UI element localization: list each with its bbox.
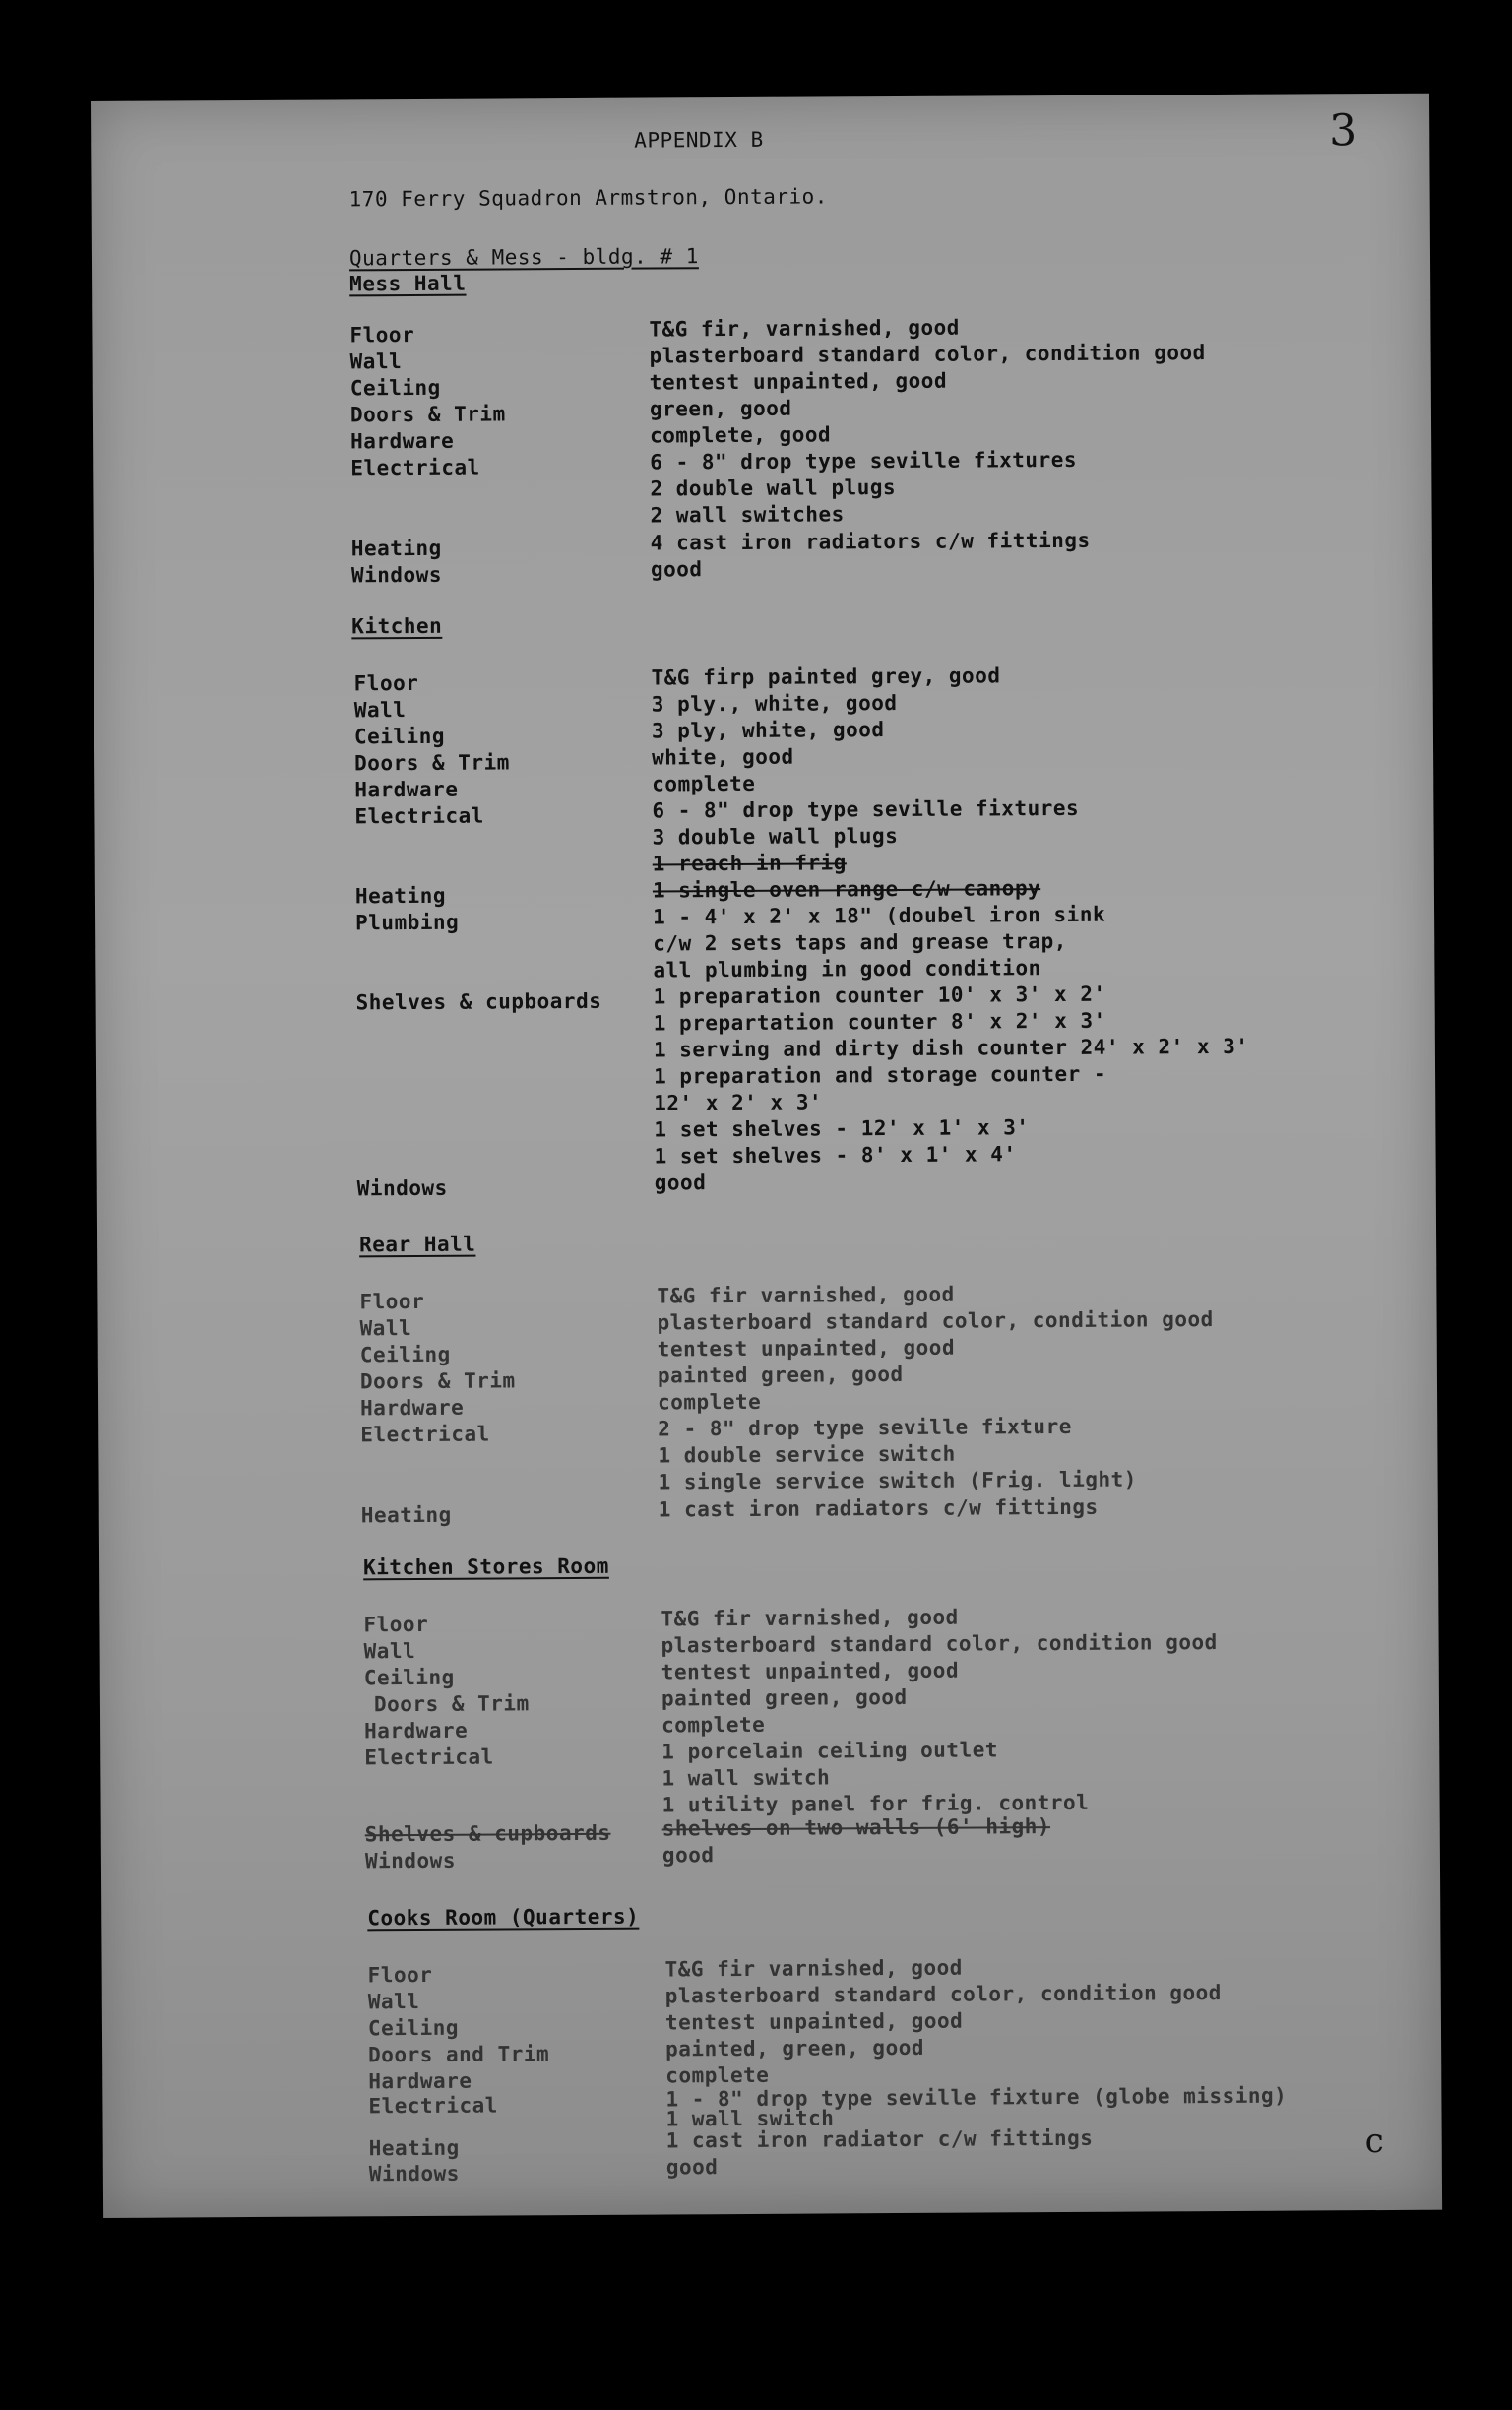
row-value: complete	[652, 771, 756, 796]
cooks-room-heading: Cooks Room (Quarters)	[367, 1904, 640, 1931]
row-label: Wall	[363, 1639, 416, 1664]
row-label: Windows	[364, 1848, 457, 1873]
row-value: good	[650, 557, 703, 582]
row-label: Wall	[349, 349, 403, 374]
row-label: Ceiling	[367, 2015, 460, 2041]
row-label: Heating	[368, 2135, 460, 2161]
row-label: Windows	[356, 1175, 448, 1201]
row-value: tentest unpainted, good	[661, 1658, 960, 1684]
row-value: painted, green, good	[665, 2035, 925, 2061]
row-value: tentest unpainted, good	[664, 2008, 964, 2035]
row-value: 1 utility panel for frig. control	[662, 1790, 1090, 1817]
row-value: 1 set shelves - 8' x 1' x 4'	[654, 1142, 1017, 1169]
row-value: complete	[658, 1389, 762, 1415]
row-label: Floor	[367, 1962, 433, 1988]
page-number: 3	[1329, 105, 1357, 157]
kitchen-heading: Kitchen	[351, 613, 443, 639]
building-line: Quarters & Mess - bldg. # 1	[348, 244, 699, 271]
row-value-struck: shelves on two walls (6' high)	[662, 1814, 1051, 1841]
row-value: T&G fir, varnished, good	[649, 315, 960, 342]
row-value: 6 - 8" drop type seville fixtures	[650, 447, 1078, 475]
row-label: Heating	[360, 1502, 452, 1528]
row-label: Electrical	[360, 1422, 490, 1447]
row-value: 1 - 8" drop type seville fixture (globe missing)	[665, 2083, 1288, 2112]
row-value: tentest unpainted, good	[649, 368, 948, 395]
row-label: Heating	[354, 883, 447, 909]
row-label: Ceiling	[353, 724, 446, 749]
row-label: Hardware	[350, 428, 455, 454]
row-value: T&G fir varnished, good	[664, 1955, 963, 1982]
row-label: Doors & Trim	[354, 750, 510, 776]
row-value: 3 double wall plugs	[652, 824, 899, 850]
row-label: Windows	[368, 2161, 460, 2187]
row-value: tentest unpainted, good	[657, 1335, 956, 1362]
row-value: good	[665, 2155, 719, 2180]
row-label: Wall	[359, 1316, 412, 1341]
row-label: Electrical	[350, 455, 480, 480]
row-value: 1 wall switch	[662, 1765, 831, 1791]
row-label: Electrical	[364, 1744, 494, 1770]
row-value-struck: 1 single oven range c/w canopy	[652, 876, 1041, 903]
row-label: Shelves & cupboards	[355, 988, 602, 1015]
row-value: plasterboard standard color, condition good	[649, 341, 1206, 368]
row-value: plasterboard standard color, condition good	[657, 1307, 1214, 1335]
row-value: 2 - 8" drop type seville fixture	[658, 1414, 1072, 1441]
row-label: Wall	[367, 1989, 420, 2014]
row-value: 1 - 4' x 2' x 18" (doubel iron sink	[652, 902, 1106, 929]
row-label: Floor	[363, 1612, 429, 1637]
row-label: Doors and Trim	[368, 2042, 550, 2067]
row-value: 1 preparation and storage counter -	[653, 1061, 1107, 1089]
row-value: T&G firp painted grey, good	[651, 664, 1001, 690]
row-value: complete, good	[650, 422, 832, 448]
row-value: 1 preparation counter 10' x 3' x 2'	[653, 982, 1106, 1009]
row-label: Floor	[353, 670, 419, 696]
row-value: T&G fir varnished, good	[661, 1605, 959, 1631]
row-label: Wall	[353, 698, 407, 723]
rear-hall-heading: Rear Hall	[359, 1232, 476, 1257]
row-value: good	[654, 1171, 707, 1195]
row-label: Doors & Trim	[373, 1691, 530, 1717]
row-value-struck: 1 reach in frig	[652, 851, 847, 876]
row-value: 3 ply, white, good	[651, 718, 885, 743]
row-value: 6 - 8" drop type seville fixtures	[652, 795, 1080, 823]
row-label: Hardware	[368, 2068, 472, 2094]
row-value: 1 prepartation counter 8' x 2' x 3'	[653, 1008, 1106, 1036]
row-label: Hardware	[364, 1718, 469, 1744]
row-value: c/w 2 sets taps and grease trap,	[653, 928, 1067, 956]
appendix-title: APPENDIX B	[634, 127, 764, 153]
row-value: 2 wall switches	[650, 502, 845, 528]
mess-hall-heading: Mess Hall	[349, 271, 467, 296]
row-value: plasterboard standard color, condition good	[661, 1630, 1218, 1658]
row-label: Ceiling	[363, 1665, 455, 1690]
row-value: good	[662, 1843, 715, 1868]
location-line: 170 Ferry Squadron Armstron, Ontario.	[348, 184, 828, 212]
row-label: Plumbing	[355, 910, 460, 935]
row-value: green, good	[649, 396, 792, 421]
row-value: 1 single service switch (Frig. light)	[658, 1467, 1137, 1494]
row-value: 4 cast iron radiators c/w fittings	[650, 528, 1091, 555]
row-value: 12' x 2' x 3'	[654, 1090, 823, 1115]
row-value: T&G fir varnished, good	[657, 1282, 955, 1308]
row-label: Heating	[350, 536, 442, 561]
row-value: 2 double wall plugs	[650, 476, 897, 501]
row-value: 1 wall switch	[665, 2106, 835, 2131]
row-label: Electrical	[368, 2093, 498, 2119]
margin-mark: c	[1364, 2122, 1384, 2162]
row-label: Hardware	[354, 777, 459, 802]
row-value: 1 set shelves - 12' x 1' x 3'	[654, 1115, 1030, 1142]
row-value: painted green, good	[657, 1362, 904, 1388]
row-label: Doors & Trim	[349, 402, 506, 427]
row-label: Ceiling	[349, 375, 441, 401]
row-label: Windows	[350, 562, 443, 588]
row-value: painted green, good	[661, 1684, 908, 1711]
row-value: 1 cast iron radiators c/w fittings	[658, 1494, 1099, 1522]
row-value: complete	[665, 2062, 770, 2088]
row-label: Ceiling	[359, 1342, 451, 1367]
row-value: 3 ply., white, good	[651, 691, 898, 717]
row-label: Floor	[359, 1289, 425, 1314]
row-value: 1 double service switch	[658, 1441, 956, 1468]
row-label: Hardware	[360, 1395, 465, 1421]
row-value: complete	[662, 1712, 766, 1738]
document-page	[91, 94, 1442, 2218]
row-value: 1 porcelain ceiling outlet	[662, 1738, 999, 1764]
row-value: plasterboard standard color, condition good	[664, 1981, 1222, 2008]
kitchen-stores-heading: Kitchen Stores Room	[363, 1554, 609, 1580]
row-label: Electrical	[354, 803, 484, 829]
row-label: Floor	[349, 322, 415, 348]
row-value: white, good	[652, 744, 794, 770]
row-label: Doors & Trim	[359, 1368, 516, 1394]
row-value: all plumbing in good condition	[653, 956, 1041, 983]
row-label-struck: Shelves & cupboards	[364, 1820, 611, 1847]
row-value: 1 serving and dirty dish counter 24' x 2' x 3'	[653, 1034, 1249, 1062]
row-value: 1 cast iron radiator c/w fittings	[665, 2125, 1094, 2153]
